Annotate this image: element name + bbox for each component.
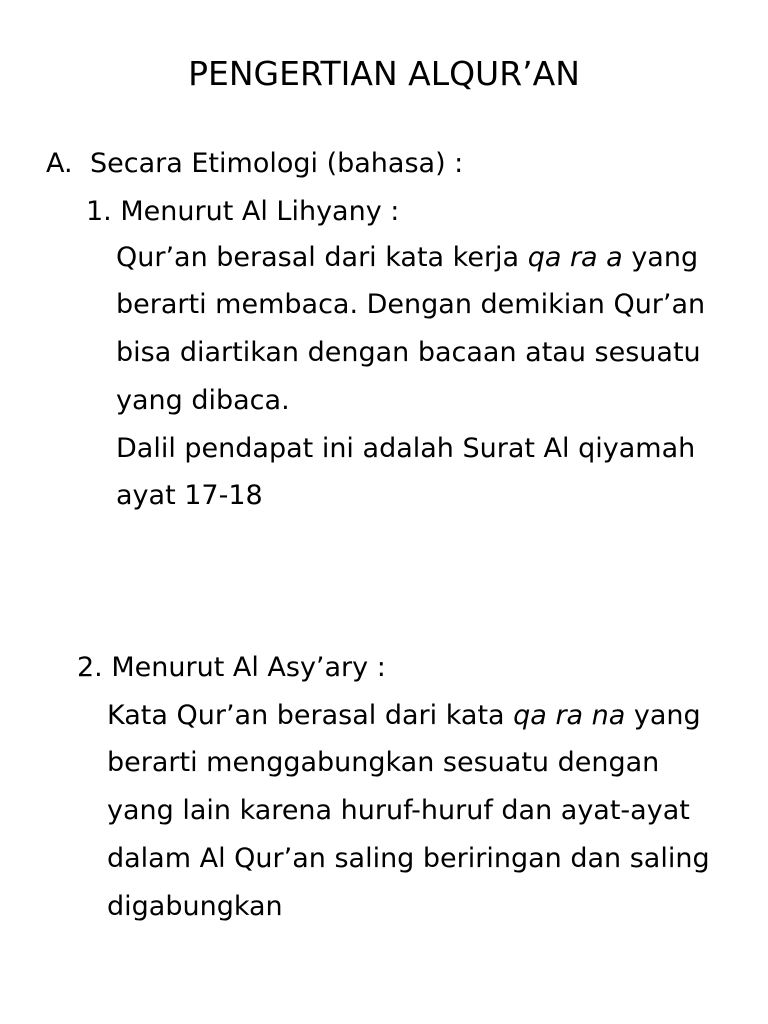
item-1-heading: 1. Menurut Al Lihyany : (86, 196, 400, 227)
item-1-arabic-term: qa ra a (527, 242, 623, 273)
item-1-line-1 (116, 240, 698, 276)
item-2-line-2: berarti menggabungkan sesuatu dengan (107, 747, 660, 778)
item-1-line-5: Dalil pendapat ini adalah Surat Al qiyamah (116, 433, 696, 464)
item-2-arabic-term: qa ra na (513, 700, 626, 731)
item-2-line-1 (107, 698, 701, 734)
item-2-heading: 2. Menurut Al Asy’ary : (77, 652, 386, 683)
item-1-line-4: yang dibaca. (116, 385, 290, 416)
section-a-marker: A. (46, 148, 73, 179)
section-a-heading-text: Secara Etimologi (bahasa) : (90, 148, 464, 179)
item-2-line-5: digabungkan (107, 891, 283, 922)
item-2-line-1-post: yang (625, 700, 701, 731)
section-a-heading (46, 146, 463, 182)
item-2-line-4: dalam Al Qur’an saling beriringan dan saling (107, 843, 710, 874)
item-1-line-1-pre: Qur’an berasal dari kata kerja (116, 242, 528, 273)
item-2-line-3: yang lain karena huruf-huruf dan ayat-ayat (107, 795, 690, 826)
item-1-line-3: bisa diartikan dengan bacaan atau sesuatu (116, 337, 701, 368)
item-1-line-2: berarti membaca. Dengan demikian Qur’an (116, 289, 706, 320)
page-title: PENGERTIAN ALQUR’AN (188, 54, 580, 93)
item-1-line-1-post: yang (622, 242, 699, 273)
item-2-line-1-pre: Kata Qur’an berasal dari kata (107, 700, 514, 731)
item-1-line-6: ayat 17-18 (116, 480, 263, 511)
